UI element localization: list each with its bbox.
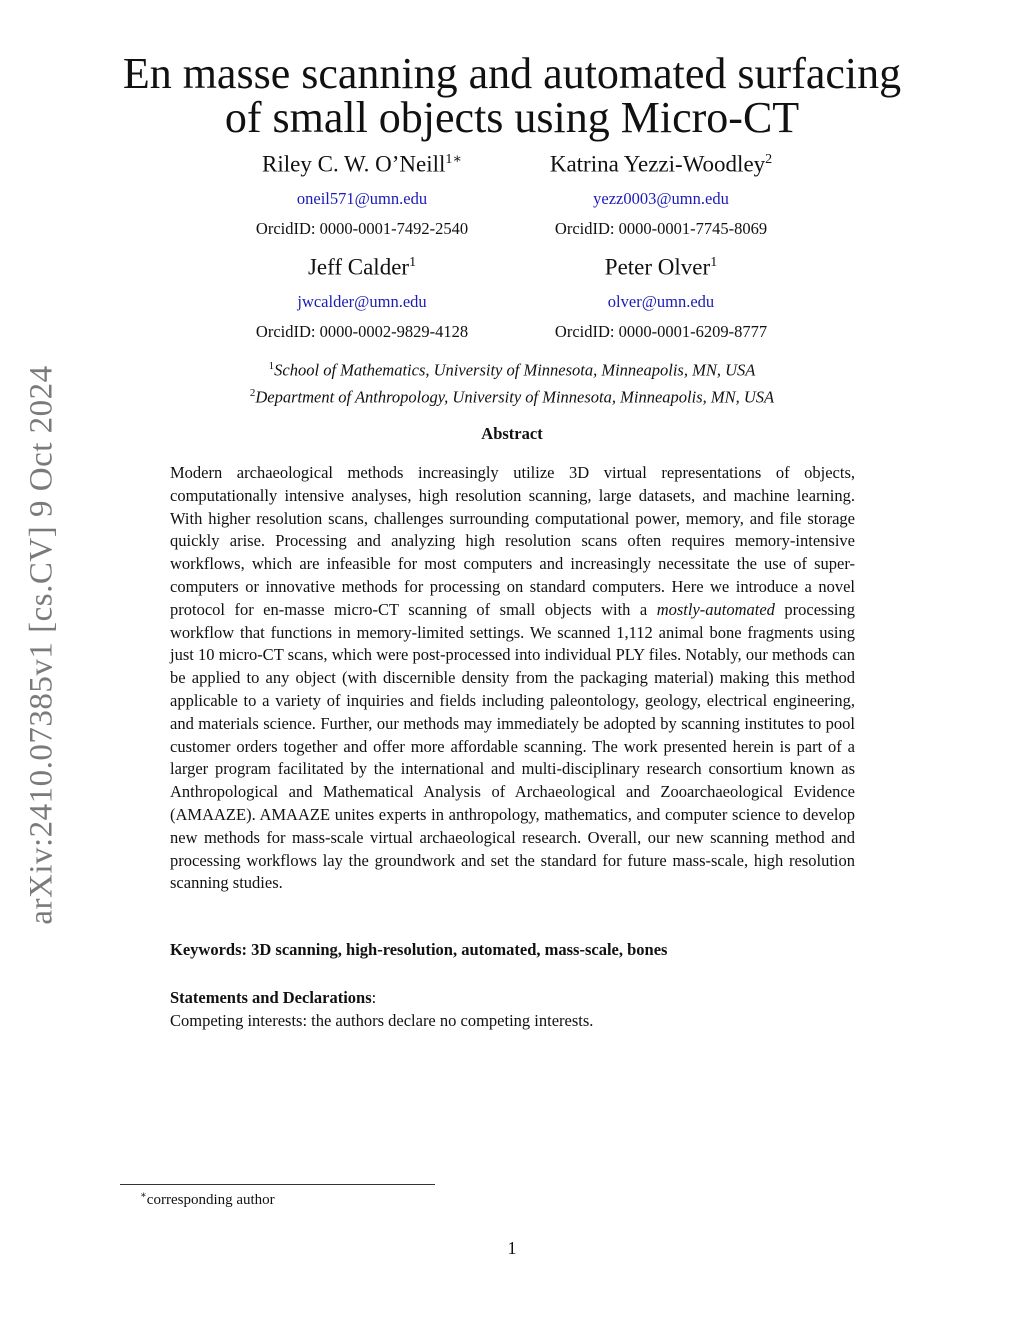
author-orcid: OrcidID: 0000-0001-7745-8069 [554, 218, 768, 238]
footnote-text: corresponding author [146, 1192, 275, 1208]
statements-label: Statements and Declarations [170, 988, 372, 1007]
affiliation-text: Department of Anthropology, University of Minnesota, Minneapolis, MN, USA [255, 387, 775, 406]
affiliation-line [100, 355, 924, 382]
author-orcid: OrcidID: 0000-0001-7492-2540 [255, 218, 469, 238]
statements-heading [170, 986, 855, 1009]
abstract-emphasis: mostly-automated [656, 599, 775, 619]
page-number: 1 [507, 1238, 517, 1258]
author-email-link[interactable]: oneil571@umn.edu [296, 188, 428, 208]
affiliation-line [100, 382, 924, 409]
author-name-text: Peter Olver [604, 254, 711, 280]
affiliations [100, 355, 924, 408]
competing-interests-text: Competing interests: the authors declare no competing interests. [170, 1011, 594, 1030]
author-name-text: Katrina Yezzi-Woodley [549, 151, 766, 177]
paper-title-line-1: En masse scanning and automated surfacing [122, 49, 902, 98]
author-name-text: Riley C. W. O’Neill [262, 151, 446, 177]
affiliation-marker: 1 [268, 360, 275, 372]
author-affiliation-marker: 2 [765, 152, 773, 167]
statements-colon: : [371, 988, 377, 1007]
author-name [481, 250, 841, 281]
footnote-marker: ∗ [140, 1190, 147, 1201]
author-block [481, 250, 841, 342]
author-name-text: Jeff Calder [307, 254, 410, 280]
paper-title-line-2: of small objects using Micro-CT [224, 93, 800, 142]
affiliation-marker: 2 [249, 386, 256, 399]
author-affiliation-marker: 1∗ [445, 152, 462, 167]
author-email-link[interactable]: jwcalder@umn.edu [297, 291, 427, 311]
arxiv-identifier-stamp: arXiv:2410.07385v1 [cs.CV] 9 Oct 2024 [23, 365, 60, 925]
abstract-body [170, 462, 855, 895]
author-affiliation-marker: 1 [409, 255, 417, 270]
author-block [481, 147, 841, 239]
author-orcid: OrcidID: 0000-0002-9829-4128 [255, 321, 469, 341]
footnote [140, 1190, 275, 1209]
author-orcid: OrcidID: 0000-0001-6209-8777 [554, 321, 768, 341]
author-email-link[interactable]: yezz0003@umn.edu [593, 188, 729, 208]
author-name [481, 147, 841, 178]
abstract-heading: Abstract [481, 424, 543, 443]
abstract-text-part-1: Modern archaeological methods increasingly utilize 3D virtual representations of objects, computationally intensive analyses, high resolution scanning, large datasets, and machine learning. With higher resolution scans, challenges surrounding computational power, memory, and file storage quickly arise. Processing and analyzing high resolution scans often requires memory-intensive workflows, which are infeasible for most computers and increasingly necessitate the use of super-computers or innovative methods for processing on standard computers. Here we introduce a novel protocol for en-masse micro-CT scanning of small objects with a [170, 463, 855, 619]
keywords: Keywords: 3D scanning, high-resolution, automated, mass-scale, bones [170, 940, 668, 959]
paper-title [100, 49, 924, 142]
author-affiliation-marker: 1 [710, 255, 718, 270]
statements-declarations [170, 986, 855, 1032]
author-email-link[interactable]: olver@umn.edu [607, 291, 715, 311]
footnote-divider [120, 1184, 435, 1185]
abstract-text-part-2: processing workflow that functions in memory-limited settings. We scanned 1,112 animal bone fragments using just 10 micro-CT scans, which were post-processed into individual PLY files. Notably, our methods can be applied to any object (with discernible density from the packaging material) making this method applicable to a variety of inquiries and fields including paleontology, geology, electrical engineering, and materials science. Further, our methods may immediately be adopted by scanning institutes to pool customer orders together and offer more affordable scanning. The work presented herein is part of a larger program facilitated by the international and multi-disciplinary research consortium known as Anthropological and Mathematical Analysis of Archaeological and Zooarchaeological Evidence (AMAAZE). AMAAZE unites experts in anthropology, mathematics, and computer science to develop new methods for mass-scale virtual archaeological research. Overall, our new scanning method and processing workflows lay the groundwork and set the standard for future mass-scale, high resolution scanning studies. [170, 599, 855, 893]
affiliation-text: School of Mathematics, University of Minnesota, Minneapolis, MN, USA [274, 360, 756, 380]
